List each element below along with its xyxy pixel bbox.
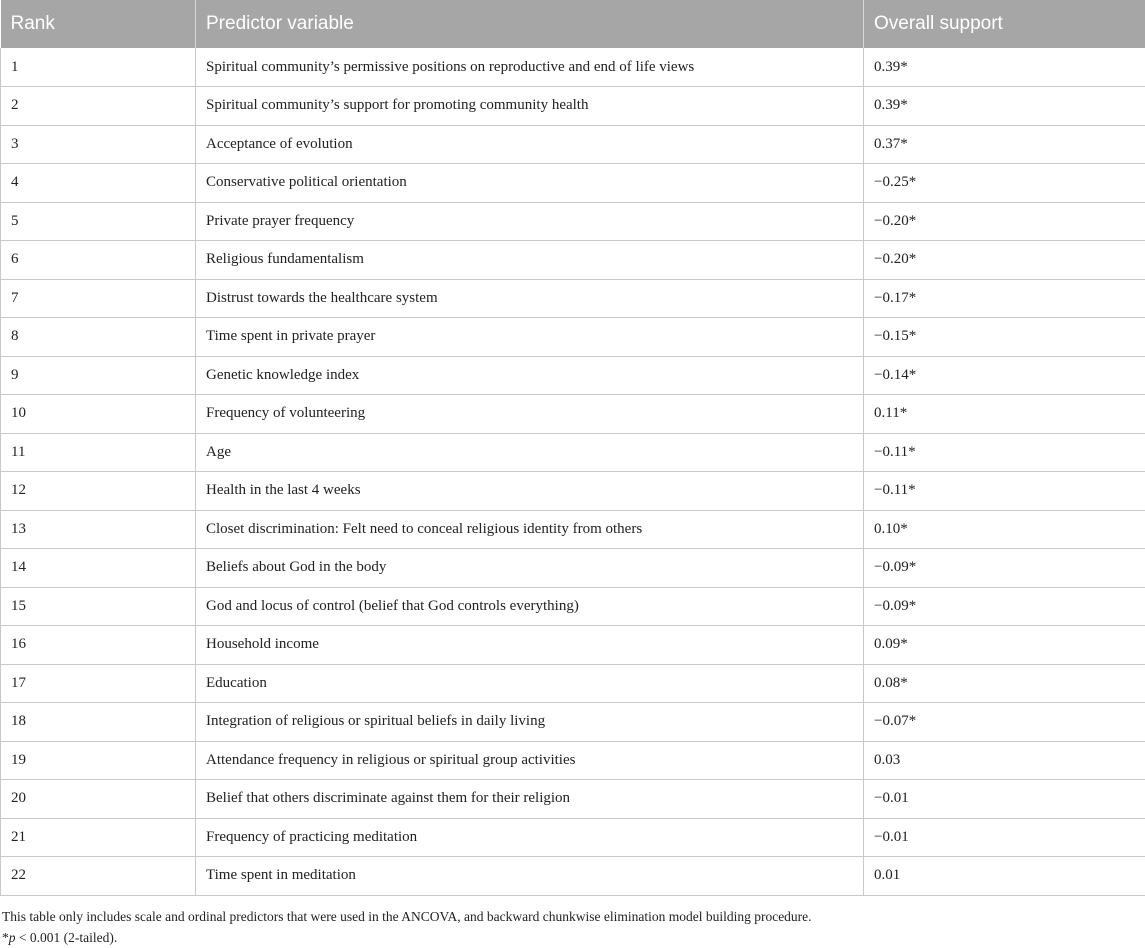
footnote-sig-text: < 0.001 (2-tailed). bbox=[16, 930, 118, 945]
predictor-variable-cell: Religious fundamentalism bbox=[196, 241, 864, 280]
footnote-note: This table only includes scale and ordinal predictors that were used in the ANCOVA, and backward chunkwise elimination model building procedure. bbox=[2, 906, 1145, 927]
predictor-variable-cell: Age bbox=[196, 433, 864, 472]
predictor-variable-cell: Health in the last 4 weeks bbox=[196, 472, 864, 511]
overall-support-cell: −0.11* bbox=[864, 472, 1145, 511]
overall-support-cell: −0.14* bbox=[864, 356, 1145, 395]
rank-cell: 14 bbox=[1, 549, 196, 588]
overall-support-cell: 0.03 bbox=[864, 741, 1145, 780]
rank-cell: 13 bbox=[1, 510, 196, 549]
table-row bbox=[1, 549, 1145, 588]
rank-cell: 5 bbox=[1, 202, 196, 241]
table-row bbox=[1, 587, 1145, 626]
overall-support-cell: −0.01 bbox=[864, 818, 1145, 857]
table-row bbox=[1, 472, 1145, 511]
table-row bbox=[1, 664, 1145, 703]
footnote-p-symbol: p bbox=[9, 930, 16, 945]
overall-support-cell: 0.39* bbox=[864, 48, 1145, 87]
table-row bbox=[1, 279, 1145, 318]
header-predictor-variable: Predictor variable bbox=[196, 0, 864, 48]
rank-cell: 3 bbox=[1, 125, 196, 164]
table-row bbox=[1, 510, 1145, 549]
footnote-sig-marker: * bbox=[2, 930, 9, 945]
overall-support-cell: 0.01 bbox=[864, 857, 1145, 896]
predictor-variable-cell: Frequency of practicing meditation bbox=[196, 818, 864, 857]
table-row bbox=[1, 87, 1145, 126]
rank-cell: 21 bbox=[1, 818, 196, 857]
table-row bbox=[1, 202, 1145, 241]
overall-support-cell: −0.17* bbox=[864, 279, 1145, 318]
table-row bbox=[1, 703, 1145, 742]
rank-cell: 17 bbox=[1, 664, 196, 703]
overall-support-cell: 0.10* bbox=[864, 510, 1145, 549]
table-row bbox=[1, 780, 1145, 819]
rank-cell: 16 bbox=[1, 626, 196, 665]
overall-support-cell: 0.09* bbox=[864, 626, 1145, 665]
rank-cell: 4 bbox=[1, 164, 196, 203]
predictor-variable-cell: Acceptance of evolution bbox=[196, 125, 864, 164]
rank-cell: 11 bbox=[1, 433, 196, 472]
overall-support-cell: 0.08* bbox=[864, 664, 1145, 703]
rank-cell: 6 bbox=[1, 241, 196, 280]
rank-cell: 15 bbox=[1, 587, 196, 626]
rank-cell: 18 bbox=[1, 703, 196, 742]
predictor-variable-cell: Private prayer frequency bbox=[196, 202, 864, 241]
predictor-variable-cell: Beliefs about God in the body bbox=[196, 549, 864, 588]
table-row bbox=[1, 164, 1145, 203]
table-row bbox=[1, 626, 1145, 665]
table-body bbox=[1, 48, 1145, 895]
overall-support-cell: 0.39* bbox=[864, 87, 1145, 126]
table-row bbox=[1, 857, 1145, 896]
rank-cell: 7 bbox=[1, 279, 196, 318]
footnote-significance bbox=[2, 927, 1145, 948]
predictor-variable-cell: Attendance frequency in religious or spiritual group activities bbox=[196, 741, 864, 780]
predictor-variable-cell: Belief that others discriminate against them for their religion bbox=[196, 780, 864, 819]
predictor-variable-cell: Time spent in private prayer bbox=[196, 318, 864, 357]
header-row bbox=[1, 0, 1145, 48]
overall-support-cell: −0.15* bbox=[864, 318, 1145, 357]
rank-cell: 8 bbox=[1, 318, 196, 357]
rank-cell: 10 bbox=[1, 395, 196, 434]
overall-support-cell: −0.25* bbox=[864, 164, 1145, 203]
table-header bbox=[1, 0, 1145, 48]
predictor-variable-cell: Distrust towards the healthcare system bbox=[196, 279, 864, 318]
predictor-variable-cell: Spiritual community’s permissive positions on reproductive and end of life views bbox=[196, 48, 864, 87]
predictor-variable-cell: Conservative political orientation bbox=[196, 164, 864, 203]
overall-support-cell: 0.11* bbox=[864, 395, 1145, 434]
overall-support-cell: 0.37* bbox=[864, 125, 1145, 164]
table-row bbox=[1, 125, 1145, 164]
rank-cell: 19 bbox=[1, 741, 196, 780]
table-row bbox=[1, 356, 1145, 395]
header-rank: Rank bbox=[1, 0, 196, 48]
overall-support-cell: −0.01 bbox=[864, 780, 1145, 819]
overall-support-cell: −0.09* bbox=[864, 549, 1145, 588]
overall-support-cell: −0.20* bbox=[864, 241, 1145, 280]
predictor-variable-cell: Time spent in meditation bbox=[196, 857, 864, 896]
table-row bbox=[1, 48, 1145, 87]
overall-support-cell: −0.09* bbox=[864, 587, 1145, 626]
overall-support-cell: −0.07* bbox=[864, 703, 1145, 742]
rank-cell: 22 bbox=[1, 857, 196, 896]
rank-cell: 12 bbox=[1, 472, 196, 511]
table-row bbox=[1, 818, 1145, 857]
table-row bbox=[1, 433, 1145, 472]
predictor-variable-cell: Genetic knowledge index bbox=[196, 356, 864, 395]
predictor-variable-cell: Spiritual community’s support for promoting community health bbox=[196, 87, 864, 126]
table-row bbox=[1, 395, 1145, 434]
predictor-variable-cell: Frequency of volunteering bbox=[196, 395, 864, 434]
table-row bbox=[1, 741, 1145, 780]
predictor-variable-cell: God and locus of control (belief that God controls everything) bbox=[196, 587, 864, 626]
predictor-variable-cell: Closet discrimination: Felt need to conceal religious identity from others bbox=[196, 510, 864, 549]
rank-cell: 9 bbox=[1, 356, 196, 395]
rank-cell: 2 bbox=[1, 87, 196, 126]
overall-support-cell: −0.20* bbox=[864, 202, 1145, 241]
rank-cell: 20 bbox=[1, 780, 196, 819]
overall-support-cell: −0.11* bbox=[864, 433, 1145, 472]
predictor-variable-cell: Education bbox=[196, 664, 864, 703]
table-row bbox=[1, 241, 1145, 280]
table-row bbox=[1, 318, 1145, 357]
header-overall-support: Overall support bbox=[864, 0, 1145, 48]
predictor-variable-cell: Household income bbox=[196, 626, 864, 665]
rank-cell: 1 bbox=[1, 48, 196, 87]
predictor-variable-cell: Integration of religious or spiritual beliefs in daily living bbox=[196, 703, 864, 742]
